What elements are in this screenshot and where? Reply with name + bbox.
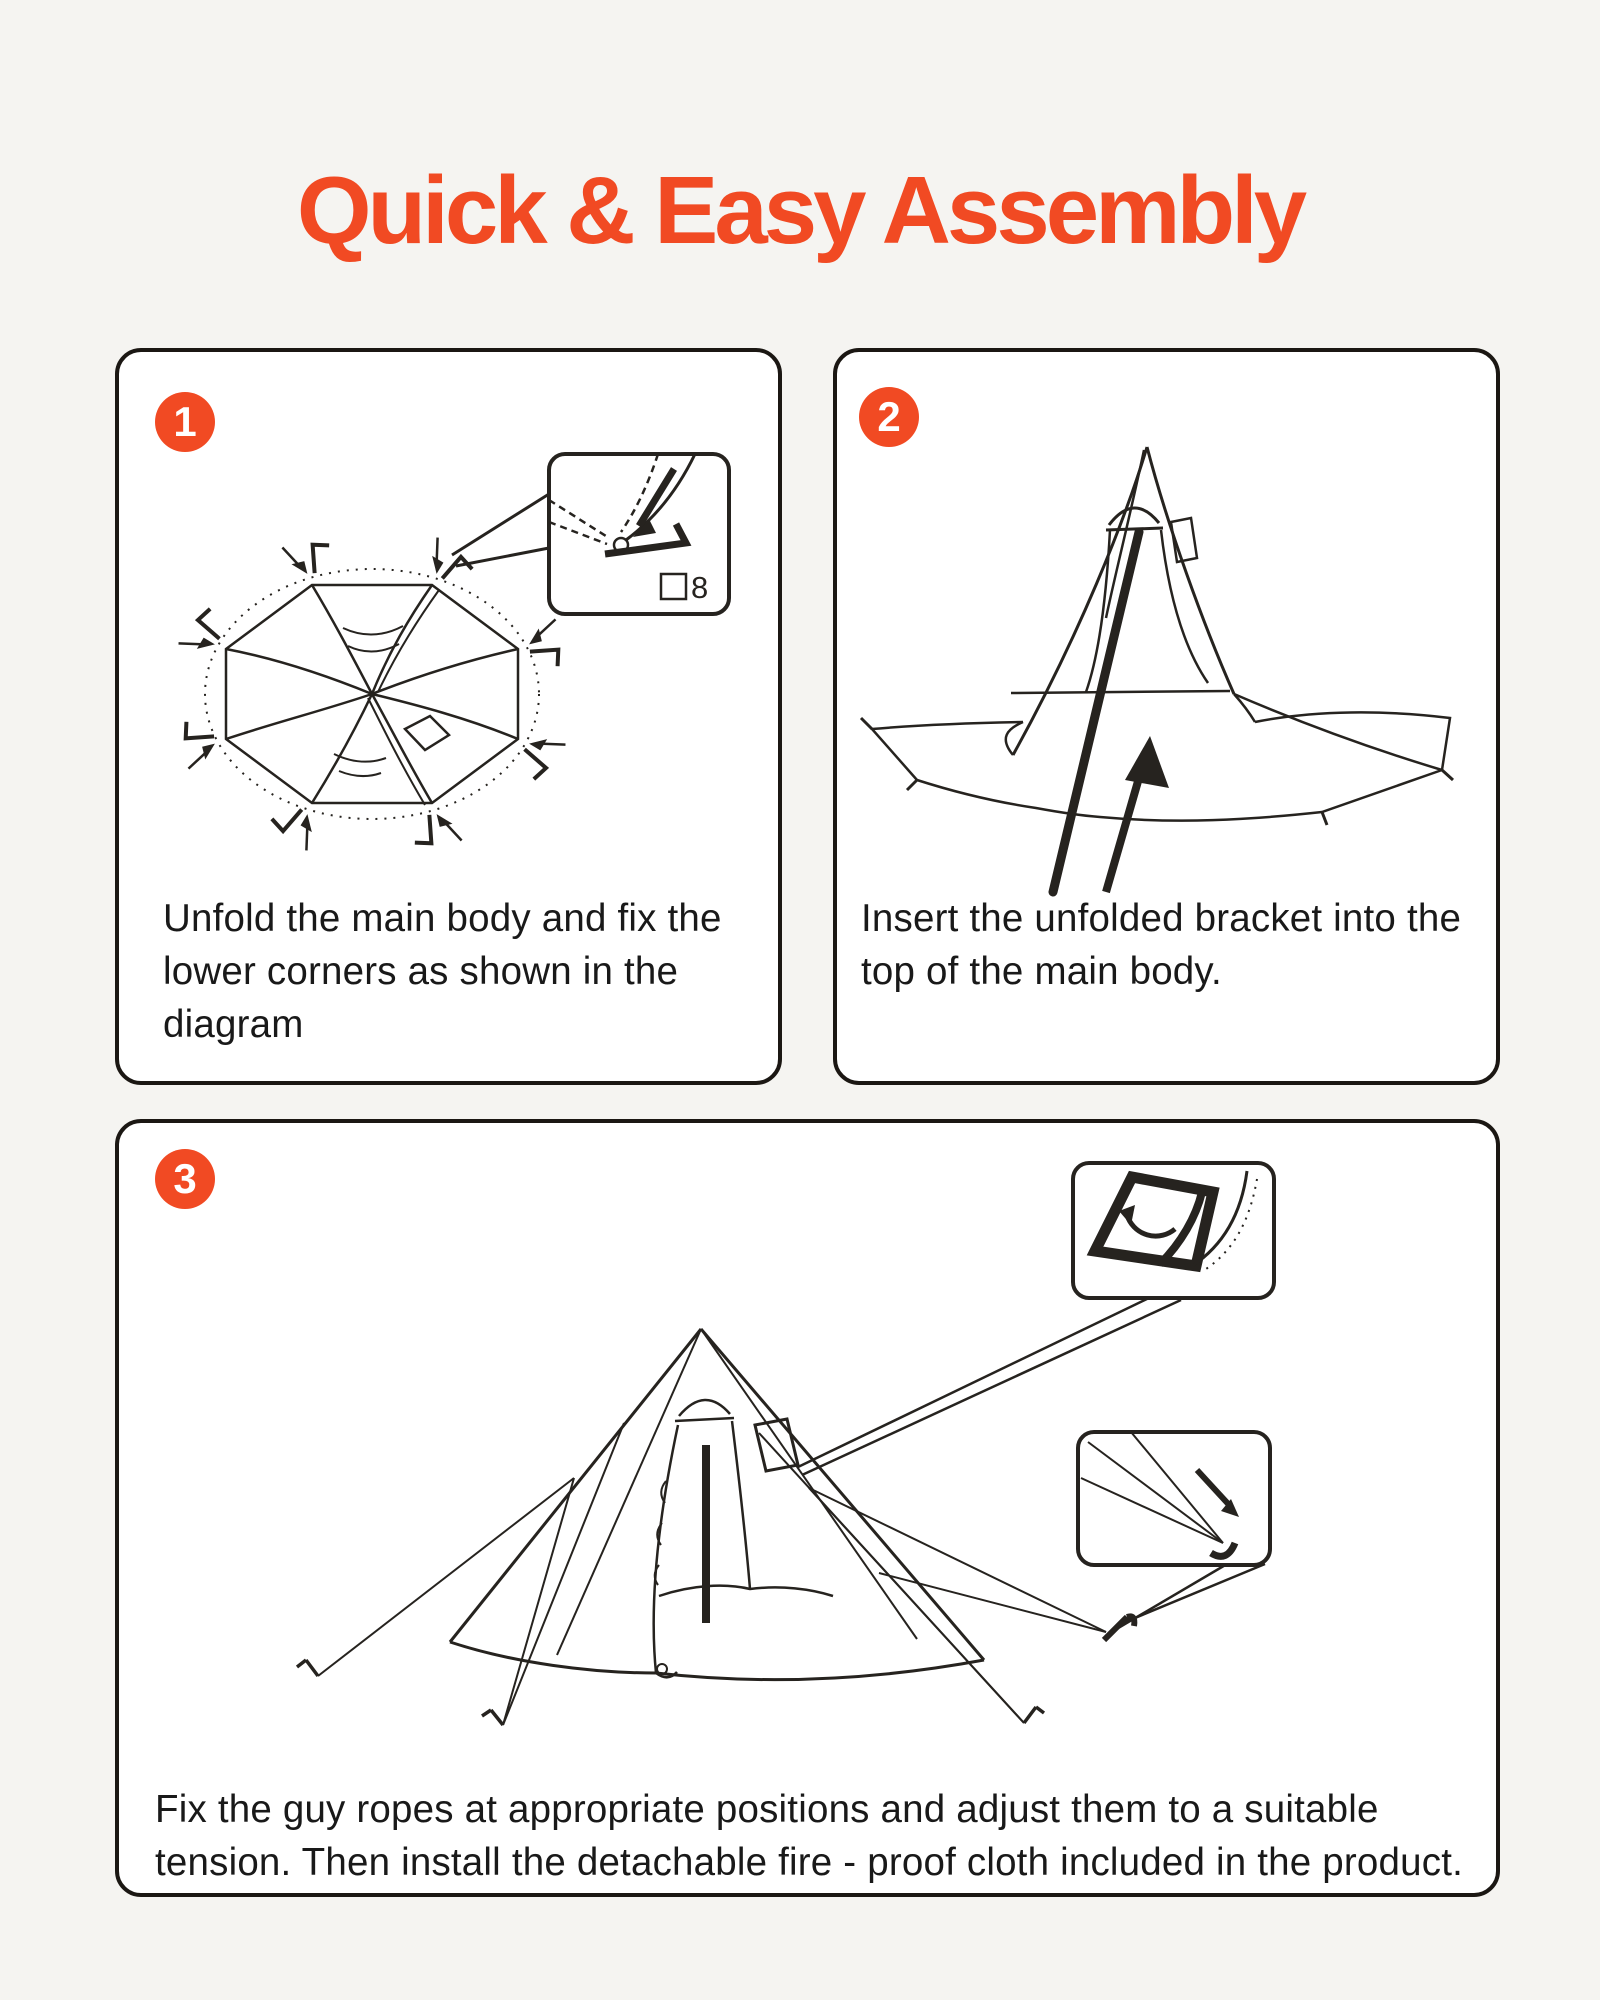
caption-line: diagram bbox=[163, 1003, 304, 1046]
step-2-card bbox=[833, 348, 1500, 1085]
caption-line: tension. Then install the detachable fire - proof cloth included in the product. bbox=[155, 1841, 1463, 1884]
rope-tension-inset bbox=[1078, 1432, 1270, 1565]
stake-icon bbox=[1024, 1707, 1044, 1723]
caption-line: Insert the unfolded bracket into the bbox=[861, 897, 1462, 940]
caption-line: lower corners as shown in the bbox=[163, 950, 679, 993]
step-3-number: 3 bbox=[173, 1155, 197, 1202]
fireproof-cloth-window bbox=[755, 1419, 798, 1471]
insert-bracket-diagram bbox=[847, 392, 1497, 902]
octagon-footprint bbox=[205, 569, 539, 819]
step-2-caption bbox=[861, 892, 1491, 998]
step-3-card bbox=[115, 1119, 1500, 1897]
stake-icon bbox=[482, 1710, 503, 1725]
fireproof-cloth-inset bbox=[1073, 1163, 1274, 1298]
stake-detail-inset bbox=[549, 454, 729, 614]
stake-icon bbox=[297, 1660, 318, 1676]
stake-quantity-label: 8 bbox=[691, 570, 709, 605]
guy-ropes-diagram bbox=[119, 1133, 1504, 1783]
page-title: Quick & Easy Assembly bbox=[296, 157, 1304, 264]
insert-arrow-head-icon bbox=[1125, 736, 1169, 788]
guy-ropes bbox=[318, 1423, 1106, 1725]
caption-line: top of the main body. bbox=[861, 950, 1222, 993]
inset-callout-lines bbox=[452, 494, 549, 566]
caption-line: Fix the guy ropes at appropriate positions and adjust them to a suitable bbox=[155, 1788, 1379, 1831]
step-2-number: 2 bbox=[877, 393, 901, 440]
unfolded-body-diagram bbox=[137, 402, 767, 872]
step-1-caption bbox=[163, 892, 773, 1051]
step-1-card bbox=[115, 348, 782, 1085]
pitched-tent bbox=[450, 1329, 984, 1680]
step-3-caption bbox=[155, 1783, 1495, 1889]
step-1-number: 1 bbox=[173, 398, 197, 445]
insert-arrow-icon bbox=[1106, 764, 1143, 892]
vent-window bbox=[1171, 518, 1197, 562]
caption-line: Unfold the main body and fix the bbox=[163, 897, 722, 940]
